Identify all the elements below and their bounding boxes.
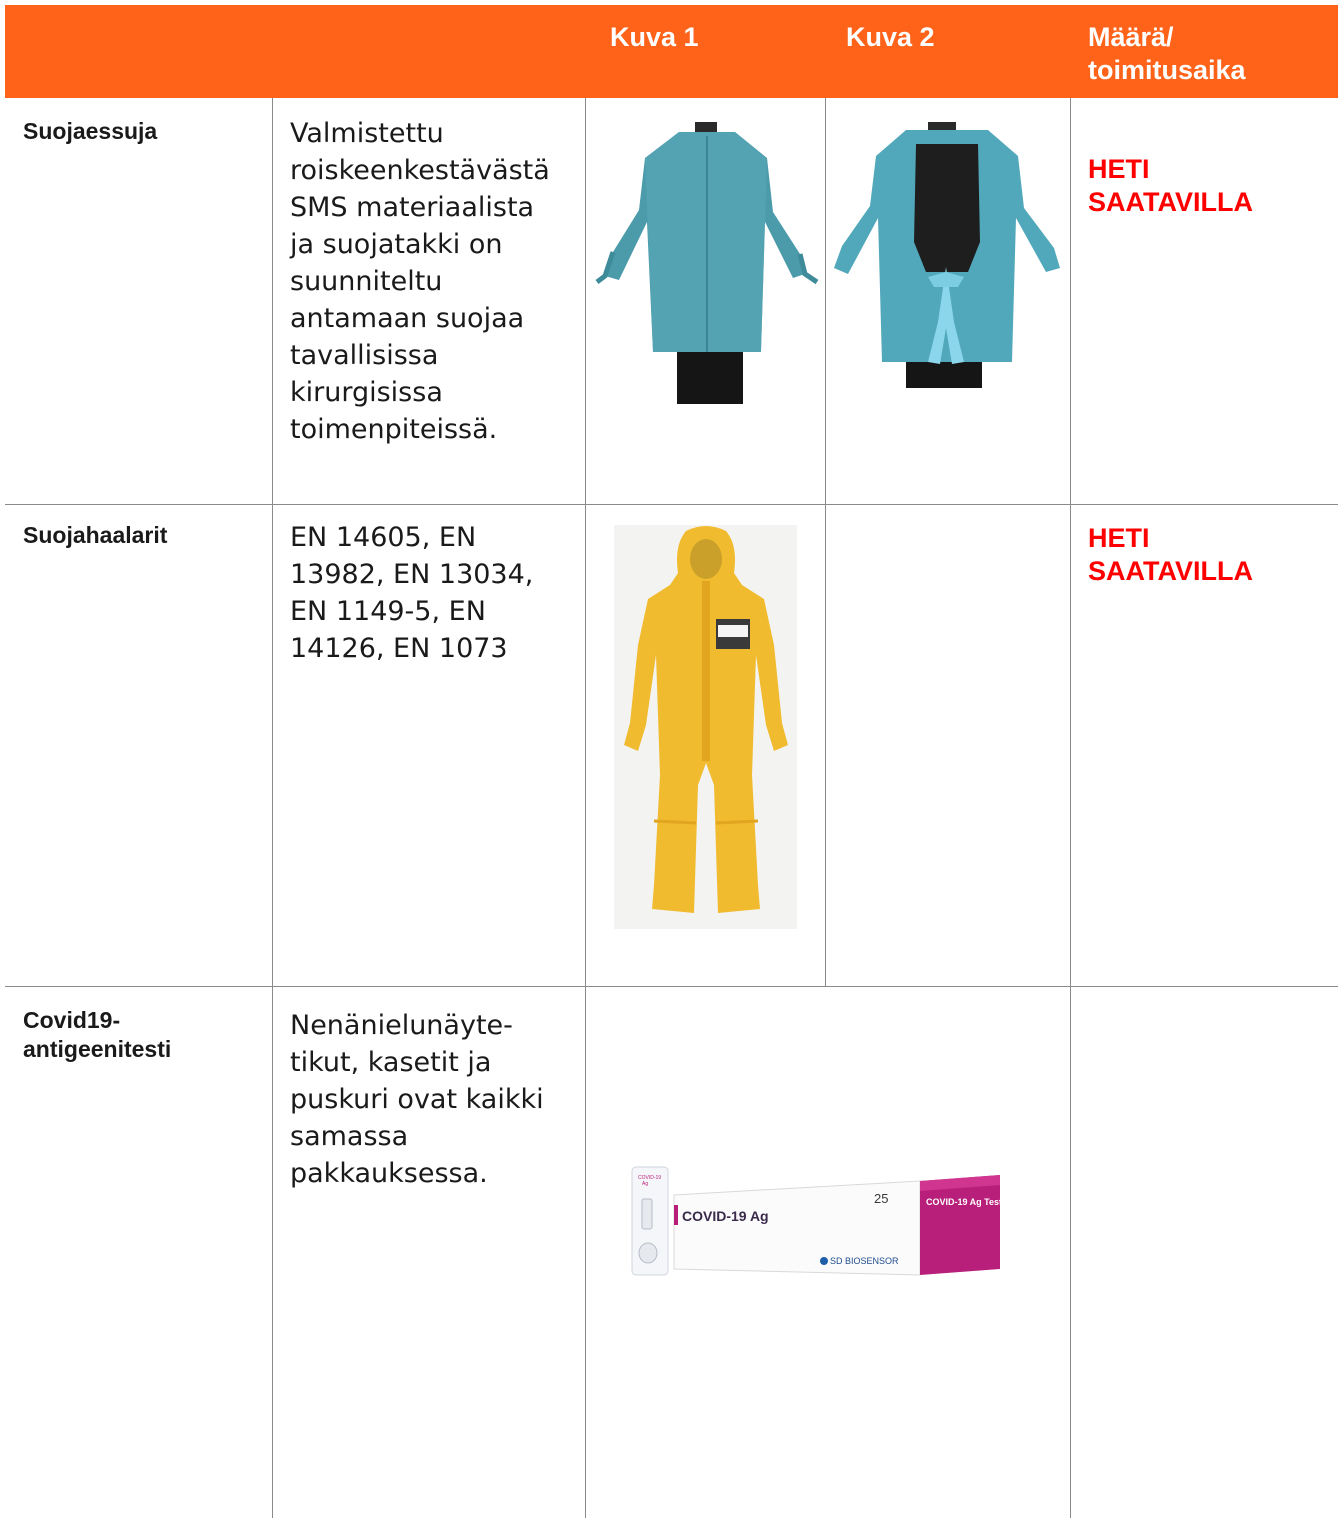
description-line: tikut, kasetit ja <box>290 1047 492 1078</box>
description-line: toimenpiteissä. <box>290 414 498 445</box>
row-divider <box>5 504 1338 505</box>
description-line: EN 14605, EN <box>290 522 477 553</box>
product-name-suojahaalarit: Suojahaalarit <box>23 522 168 548</box>
gown-back-image <box>828 122 1066 388</box>
grid-line <box>1070 98 1071 1518</box>
availability-line: HETI <box>1088 154 1150 184</box>
grid-line <box>272 98 273 1518</box>
description-line: puskuri ovat kaikki <box>290 1084 544 1115</box>
description-line: EN 1149-5, EN <box>290 596 486 627</box>
column-header-kuva-1: Kuva 1 <box>610 22 699 52</box>
availability-line: SAATAVILLA <box>1088 556 1253 586</box>
product-name-covid19-antigeenitesti <box>23 1006 171 1064</box>
product-name-suojaessuja: Suojaessuja <box>23 118 158 144</box>
product-name-line: antigeenitesti <box>23 1036 172 1062</box>
description-line: Nenänielunäyte- <box>290 1010 513 1041</box>
product-description <box>290 115 580 448</box>
box-brand-label: COVID-19 Ag <box>682 1208 769 1224</box>
description-line: suunniteltu <box>290 266 443 297</box>
description-line: Valmistettu <box>290 118 444 149</box>
box-count: 25 <box>874 1191 889 1206</box>
gown-front-image <box>595 122 820 404</box>
coverall-image <box>614 525 797 929</box>
grid-line <box>825 98 826 986</box>
description-line: 14126, EN 1073 <box>290 633 508 664</box>
description-line: 13982, EN 13034, <box>290 559 534 590</box>
description-line: SMS materiaalista <box>290 192 535 223</box>
description-line: ja suojatakki on <box>290 229 503 260</box>
table-header <box>5 5 1338 98</box>
cassette-label-line2: Ag <box>642 1181 649 1187</box>
product-description <box>290 519 580 667</box>
column-header-maara-line2: toimitusaika <box>1088 55 1246 85</box>
availability-line: HETI <box>1088 523 1150 553</box>
product-name-line: Covid19- <box>23 1007 121 1033</box>
description-line: kirurgisissa <box>290 377 443 408</box>
availability-status <box>1088 522 1253 588</box>
description-line: samassa <box>290 1121 409 1152</box>
grid-line <box>585 98 586 1518</box>
column-header-maara <box>1088 21 1246 87</box>
column-header-maara-line1: Määrä/ <box>1088 22 1174 52</box>
availability-status <box>1088 153 1253 219</box>
description-line: antamaan suojaa <box>290 303 525 334</box>
box-side-title: COVID-19 Ag Test <box>926 1197 1003 1207</box>
description-line: pakkauksessa. <box>290 1158 488 1189</box>
description-line: tavallisissa <box>290 340 439 371</box>
description-line: roiskeenkestävästä <box>290 155 550 186</box>
cassette-label-line1: COVID-19 <box>638 1175 662 1181</box>
covid-test-kit-image <box>630 1165 1010 1280</box>
product-description <box>290 1007 580 1192</box>
row-divider <box>5 986 1338 987</box>
column-header-kuva-2: Kuva 2 <box>846 22 935 52</box>
availability-line: SAATAVILLA <box>1088 187 1253 217</box>
box-maker: SD BIOSENSOR <box>830 1256 899 1266</box>
